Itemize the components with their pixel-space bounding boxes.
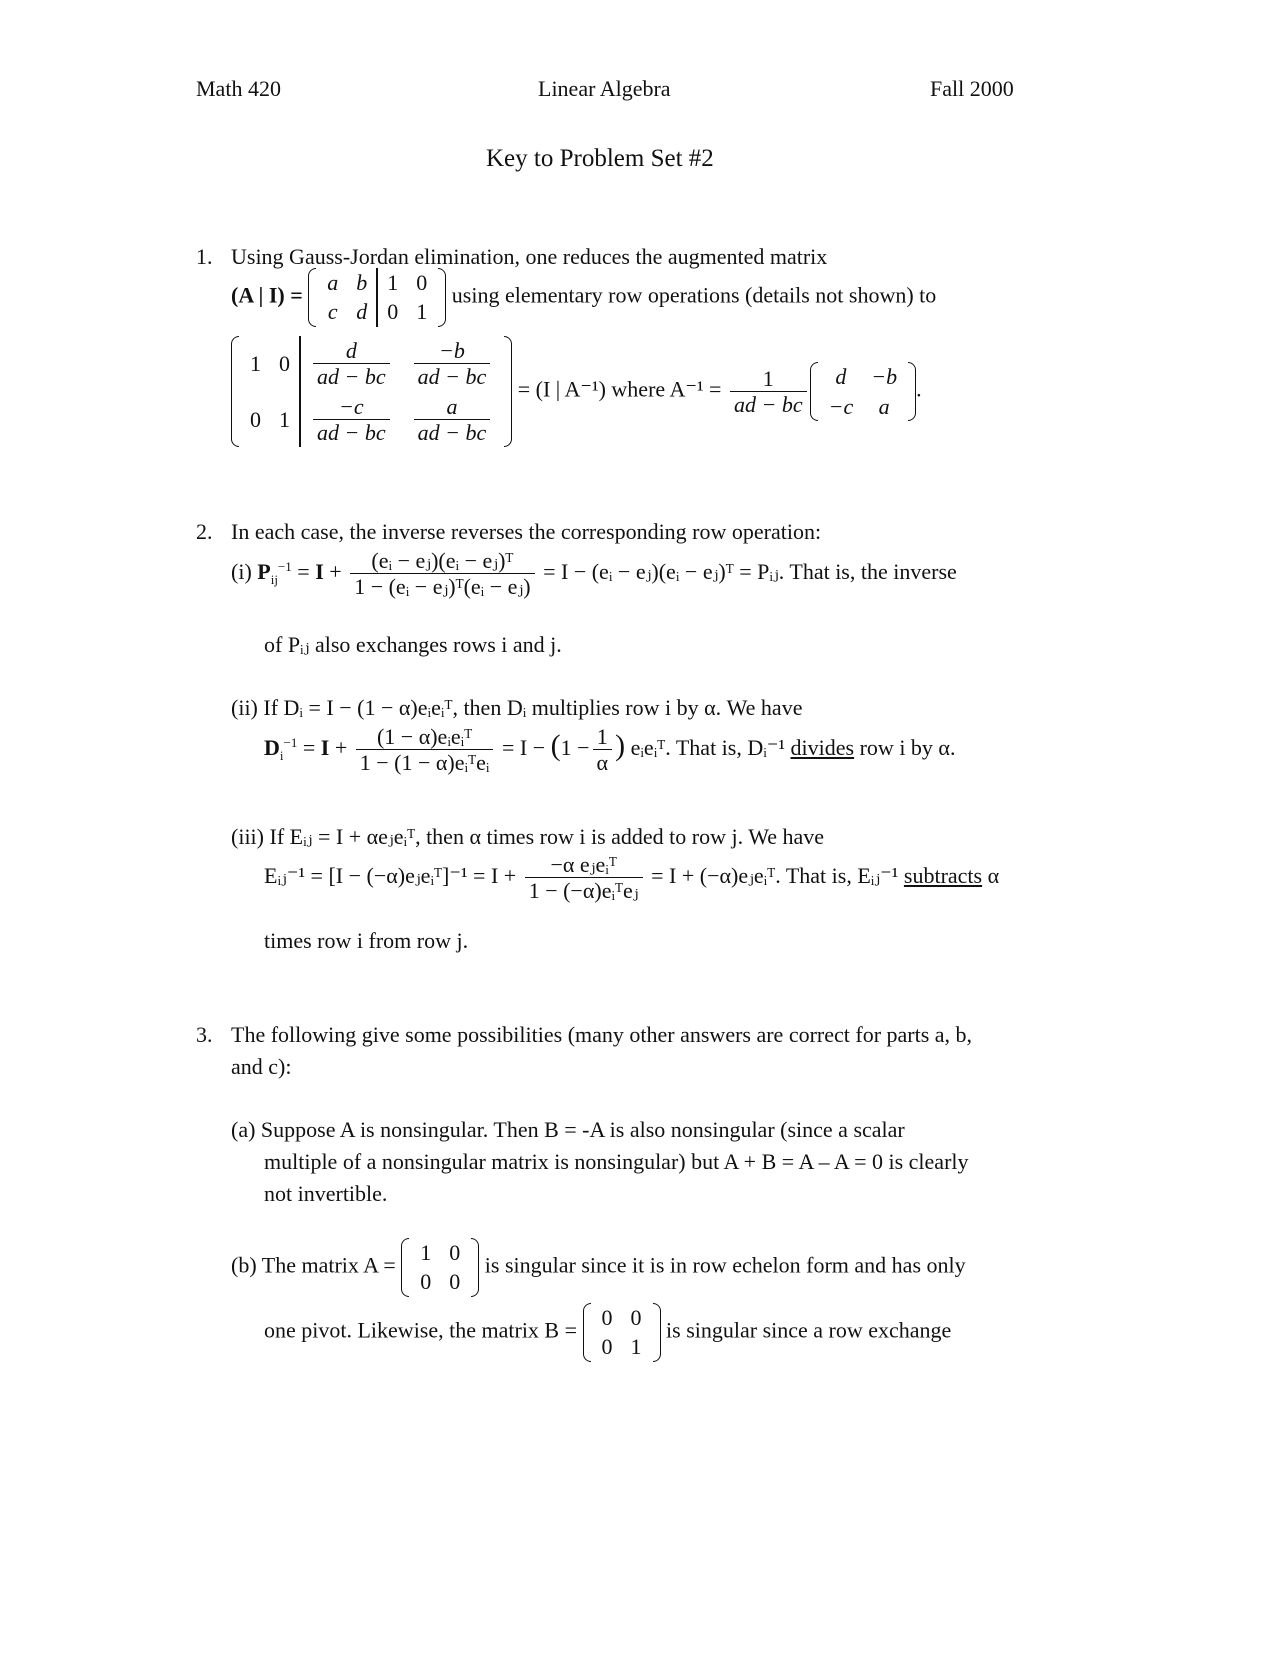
part-iii-after: α: [987, 862, 1000, 888]
part-iii-line1: (iii) If Eᵢⱼ = I + αeⱼeᵢᵀ, then α times row i is added to row j. We have: [231, 824, 825, 849]
part-iii-subtracts: subtracts: [903, 862, 983, 888]
problem-2-number: 2.: [196, 519, 213, 544]
part-ii-mid: = I −: [501, 734, 546, 760]
matrix-b: 0 0 0 1: [583, 1303, 661, 1362]
reduced-cell: 0: [279, 351, 290, 377]
aug-cell: 1: [377, 268, 407, 297]
reduced-cell: 0: [250, 406, 261, 432]
problem-2-i-row: (i) $P_{ij}^{-1} = I$ + $\frac{\text{(eᵢ − eⱼ)(eᵢ − eⱼ)ᵀ}}{\text{1 − (eᵢ − eⱼ)ᵀ(eᵢ − eⱼ)}}$ = I − (eᵢ − eⱼ)(eᵢ − eⱼ)ᵀ = Pᵢⱼ. That is, the inverse: [231, 548, 957, 600]
part-a-line1: (a) Suppose A is nonsingular. Then B = -A is also nonsingular (since a scalar: [231, 1117, 905, 1142]
part-ii-inner-fraction: $\frac{1}{\alpha}$: [593, 724, 613, 776]
aug-cell: b: [356, 270, 368, 295]
augmented-matrix: [308, 268, 446, 327]
reduced-cell: 1: [250, 351, 261, 377]
aug-cell: d: [356, 299, 368, 325]
problem-3-intro-2: and c):: [231, 1054, 292, 1079]
part-b-row1: [231, 1238, 966, 1297]
part-b-pre: (b) The matrix A =: [231, 1252, 396, 1278]
inverse-matrix: d −b −c a: [810, 362, 916, 421]
problem-1-result-row: [231, 336, 922, 447]
problem-1-intro: Using Gauss-Jordan elimination, one reduces the augmented matrix: [231, 244, 828, 269]
inv-entry-12: $\frac{-b}{ad - bc}$: [414, 338, 491, 390]
aug-cell: c: [327, 299, 338, 325]
part-b-row2: [264, 1303, 951, 1362]
equals-inverse-text: = (I | A⁻¹) where A⁻¹ =: [517, 376, 722, 402]
part-a-line3: not invertible.: [264, 1181, 388, 1206]
problem-3-intro-1: The following give some possibilities (many other answers are correct for parts a, b,: [231, 1022, 973, 1047]
reduced-augmented-matrix: [231, 336, 512, 447]
part-ii-line1: (ii) If Dᵢ = I − (1 − α)eᵢeᵢᵀ, then Dᵢ multiplies row i by α. We have: [231, 695, 803, 720]
part-ii-tail-b: row i by α.: [859, 734, 956, 760]
part-i-tail: That is, the inverse: [789, 558, 957, 584]
inv-entry-21: $\frac{-c}{ad - bc}$: [313, 394, 390, 446]
header-subject: Linear Algebra: [538, 76, 671, 101]
p-inverse-lhs: P: [257, 558, 271, 584]
reduced-cell: 1: [279, 406, 290, 432]
part-b-post: is singular since it is in row echelon form and has only: [484, 1252, 966, 1278]
header-course: Math 420: [196, 76, 281, 101]
part-iii-row: [264, 852, 999, 904]
part-iii-line2: times row i from row j.: [264, 928, 469, 953]
aug-cell: a: [327, 270, 339, 295]
scalar-fraction: $\frac{1}{ad - bc}$: [730, 366, 807, 418]
aug-cell: 0: [377, 297, 407, 326]
problem-1-aug-row: [231, 268, 936, 327]
period: .: [916, 376, 922, 402]
part-a-line2: multiple of a nonsingular matrix is nonsingular) but A + B = A – A = 0 is clearly: [264, 1149, 969, 1174]
header-term: Fall 2000: [930, 76, 1014, 101]
inv-entry-11: $\frac{d}{ad - bc}$: [313, 338, 390, 390]
part-i-label: (i): [231, 558, 252, 584]
part-ii-fraction: $\frac{\text{(1 − α)eᵢeᵢᵀ}}{\text{1 − (1 − α)eᵢᵀeᵢ}}$: [356, 724, 494, 776]
inv-entry-22: $\frac{a}{ad - bc}$: [414, 394, 491, 446]
part-i-fraction: $\frac{\text{(eᵢ − eⱼ)(eᵢ − eⱼ)ᵀ}}{\text{1 − (eᵢ − eⱼ)ᵀ(eᵢ − eⱼ)}}$: [350, 548, 534, 600]
matrix-a: 1 0 0 0: [401, 1238, 479, 1297]
problem-1-number: 1.: [196, 244, 213, 269]
page-title: Key to Problem Set #2: [486, 145, 714, 172]
part-ii-divides: divides: [790, 734, 855, 760]
aug-cell: 0: [416, 270, 428, 295]
part-iii-rhs: = I + (−α)eⱼeᵢᵀ. That is, Eᵢⱼ⁻¹: [651, 862, 899, 888]
aug-after-text: using elementary row operations (details not shown) to: [451, 282, 937, 308]
aug-lhs: (A | I) =: [231, 282, 303, 308]
part-b2-post: is singular since a row exchange: [666, 1317, 952, 1343]
part-i-line2: of Pᵢⱼ also exchanges rows i and j.: [264, 632, 562, 657]
part-iii-lhs: Eᵢⱼ⁻¹ = [I − (−α)eⱼeᵢᵀ]⁻¹ = I +: [264, 862, 517, 888]
problem-3-number: 3.: [196, 1022, 213, 1047]
aug-cell: 1: [416, 299, 428, 325]
part-ii-tail-a: eᵢeᵢᵀ. That is, Dᵢ⁻¹: [630, 734, 786, 760]
part-i-rhs: = I − (eᵢ − eⱼ)(eᵢ − eⱼ)ᵀ = Pᵢⱼ.: [543, 558, 785, 584]
part-b2-pre: one pivot. Likewise, the matrix B =: [264, 1317, 578, 1343]
problem-2-intro: In each case, the inverse reverses the corresponding row operation:: [231, 519, 822, 544]
part-ii-row: $D_i^{-1} = I$ + $\frac{\text{(1 − α)eᵢeᵢᵀ}}{\text{1 − (1 − α)eᵢᵀeᵢ}}$ = I − (1 − $\frac{1}{\alpha}$ ) eᵢeᵢᵀ. That is, Dᵢ⁻¹ divides row i by α.: [264, 724, 956, 776]
part-iii-fraction: $\frac{\text{−α eⱼeᵢᵀ}}{\text{1 − (−α)eᵢᵀeⱼ}}$: [525, 852, 643, 904]
